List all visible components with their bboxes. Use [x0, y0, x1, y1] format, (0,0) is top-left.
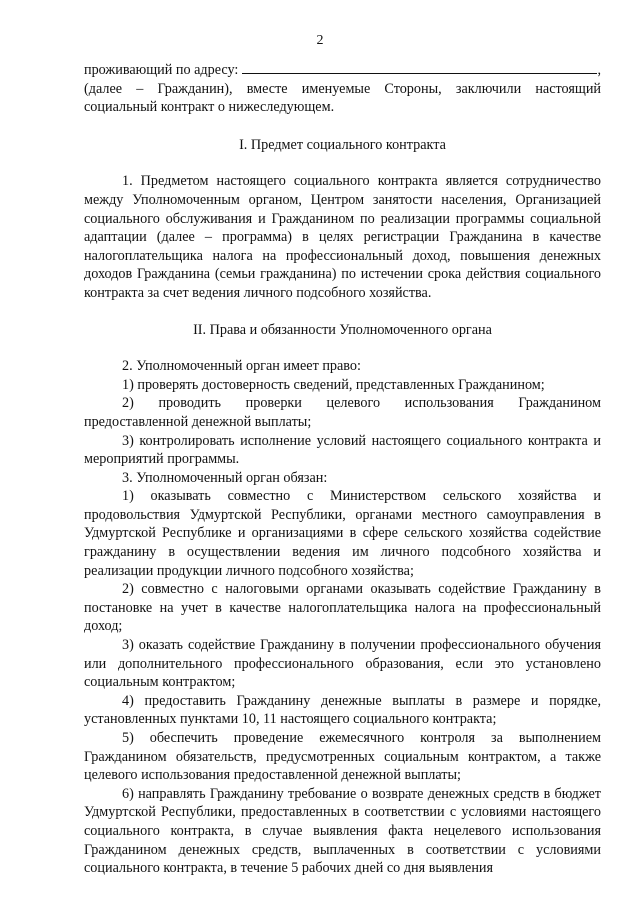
- paragraph-2-item-1: 1) проверять достоверность сведений, представленных Гражданином;: [122, 376, 545, 393]
- address-comma: ,: [597, 62, 601, 78]
- section-1-heading: I. Предмет социального контракта: [239, 136, 446, 153]
- document-body: [84, 60, 601, 878]
- page-number: 2: [316, 33, 324, 48]
- address-line: [84, 60, 601, 80]
- address-blank: [242, 60, 597, 74]
- paragraph-3-item-2: 2) совместно с налоговыми органами оказывать содействие Гражданину в постановке на учет в качестве налогоплательщика налога на профессиональный доход;: [84, 581, 601, 635]
- paragraph-2-item-3: 3) контролировать исполнение условий настоящего социального контракта и мероприятий программы.: [84, 432, 601, 468]
- paragraph-2-item-2: 2) проводить проверки целевого использования Гражданином предоставленной денежной выплаты;: [84, 395, 601, 430]
- section-2-heading: II. Права и обязанности Уполномоченного органа: [193, 321, 492, 338]
- paragraph-2: 2. Уполномоченный орган имеет право:: [122, 358, 361, 375]
- paragraph-3-item-3: 3) оказать содействие Гражданину в получении профессионального обучения или дополнительного профессионального образования, если это установлено социальным контрактом;: [84, 637, 601, 691]
- intro-paragraph: (далее – Гражданин), вместе именуемые Стороны, заключили настоящий социальный контракт о нижеследующем.: [84, 80, 601, 116]
- paragraph-1: 1. Предметом настоящего социального контракта является сотрудничество между Уполномоченным органом, Центром занятости населения, Организацией социального обслуживания и Гражданином по реализации программы социальной адаптации (далее – программа) в целях регистрации Гражданина в качестве налогоплательщика налога на профессиональный доход, повышения денежных доходов Гражданина (семьи гражданина) по истечении срока действия социального контракта за счет ведения личного подсобного хозяйства.: [84, 173, 601, 301]
- paragraph-3-item-6: 6) направлять Гражданину требование о возврате денежных средств в бюджет Удмуртской Республики, предоставленных в соответствии с условиями настоящего социального контракта, в случае выявления факта нецелевого использования Гражданином денежных средств, выплаченных в соответствии с условиями социального контракта, в течение 5 рабочих дней со дня выявления: [84, 785, 601, 877]
- paragraph-3-item-1: 1) оказывать совместно с Министерством сельского хозяйства и продовольствия Удмуртской Республики, органами местного самоуправления в Удмуртской Республике и организациями в сфере сельского хозяйства содействие гражданину в осуществлении ведения им личного подсобного хозяйства и реализации продукции личного подсобного хозяйства;: [84, 488, 601, 579]
- address-label: проживающий по адресу:: [84, 62, 239, 78]
- paragraph-3-item-4: 4) предоставить Гражданину денежные выплаты в размере и порядке, установленных пунктами 10, 11 настоящего социального контракта;: [84, 692, 601, 728]
- paragraph-3: 3. Уполномоченный орган обязан:: [122, 469, 328, 486]
- paragraph-3-item-5: 5) обеспечить проведение ежемесячного контроля за выполнением Гражданином обязательств, предусмотренных социальным контрактом, а также целевого использования предоставленной денежной выплаты;: [84, 730, 601, 784]
